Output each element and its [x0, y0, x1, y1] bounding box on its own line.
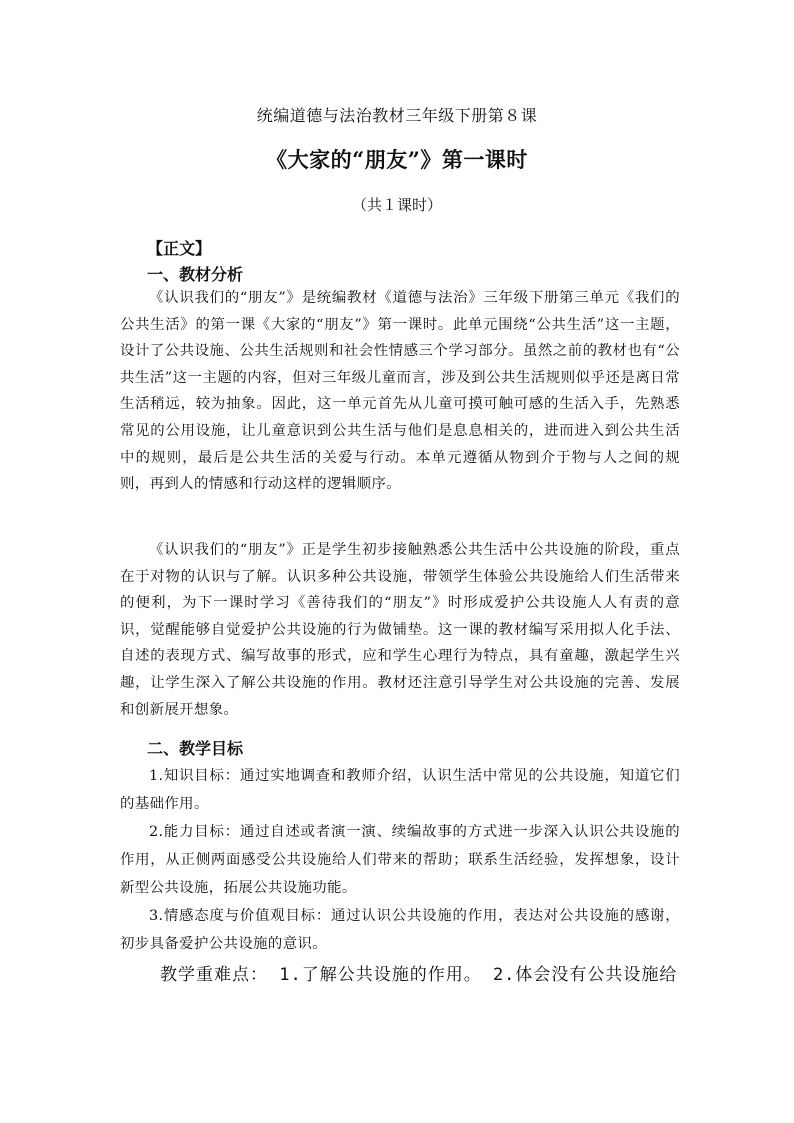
goal-emotion: 3.情感态度与价值观目标：通过认识公共设施的作用，表达对公共设施的感谢，初步具备爱护公共设施的意识。: [120, 908, 680, 952]
goal-knowledge: 1.知识目标：通过实地调查和教师介绍，认识生活中常见的公共设施，知道它们的基础作用。: [120, 768, 680, 812]
section-heading-textbook-analysis: 一、教材分析: [147, 265, 244, 284]
section-heading-teaching-goals: 二、教学目标: [147, 739, 244, 758]
goal-ability: 2.能力目标：通过自述或者演一演、续编故事的方式进一步深入认识公共设施的作用，从正侧两面感受公共设施给人们带来的帮助；联系生活经验，发挥想象，设计新型公共设施，拓展公共设施功能。: [120, 824, 680, 896]
body-label: 【正文】: [147, 239, 212, 258]
analysis-paragraph-1: 《认识我们的“朋友”》是统编教材《道德与法治》三年级下册第三单元《我们的公共生活》的第一课《大家的“朋友”》第一课时。此单元围绕“公共生活”这一主题，设计了公共设施、公共生活规则和社会性情感三个学习部分。虽然之前的教材也有“公共生活”这一主题的内容，但对三年级儿童而言，涉及到公共生活规则似乎还是离日常生活稍远，较为抽象。因此，这一单元首先从儿童可摸可触可感的生活入手，先熟悉常见的公用设施，让儿童意识到公共生活与他们是息息相关的，进而进入到公共生活中的规则，最后是公共生活的关爱与行动。本单元遵循从物到介于物与人之间的规则，再到人的情感和行动这样的逻辑顺序。: [120, 290, 680, 493]
lesson-title: 《大家的“朋友”》第一课时: [266, 147, 528, 172]
textbook-series-line: 统编道德与法治教材三年级下册第８课: [256, 106, 538, 125]
analysis-paragraph-2: 《认识我们的“朋友”》正是学生初步接触熟悉公共生活中公共设施的阶段，重点在于对物的认识与了解。认识多种公共设施，带领学生体验公共设施给人们生活带来的便利，为下一课时学习《善待我们的“朋友”》时形成爱护公共设施人人有责的意识，觉醒能够自觉爱护公共设施的行为做铺垫。这一课的教材编写采用拟人化手法、自述的表现方式、编写故事的形式，应和学生心理行为特点，具有童趣，激起学生兴趣，让学生深入了解公共设施的作用。教材还注意引导学生对公共设施的完善、发展和创新展开想象。: [120, 542, 680, 718]
key-difficult-points: 教学重难点： 1.了解公共设施的作用。 2.体会没有公共设施给: [160, 965, 678, 985]
lesson-hours: （共１课时）: [351, 196, 442, 214]
